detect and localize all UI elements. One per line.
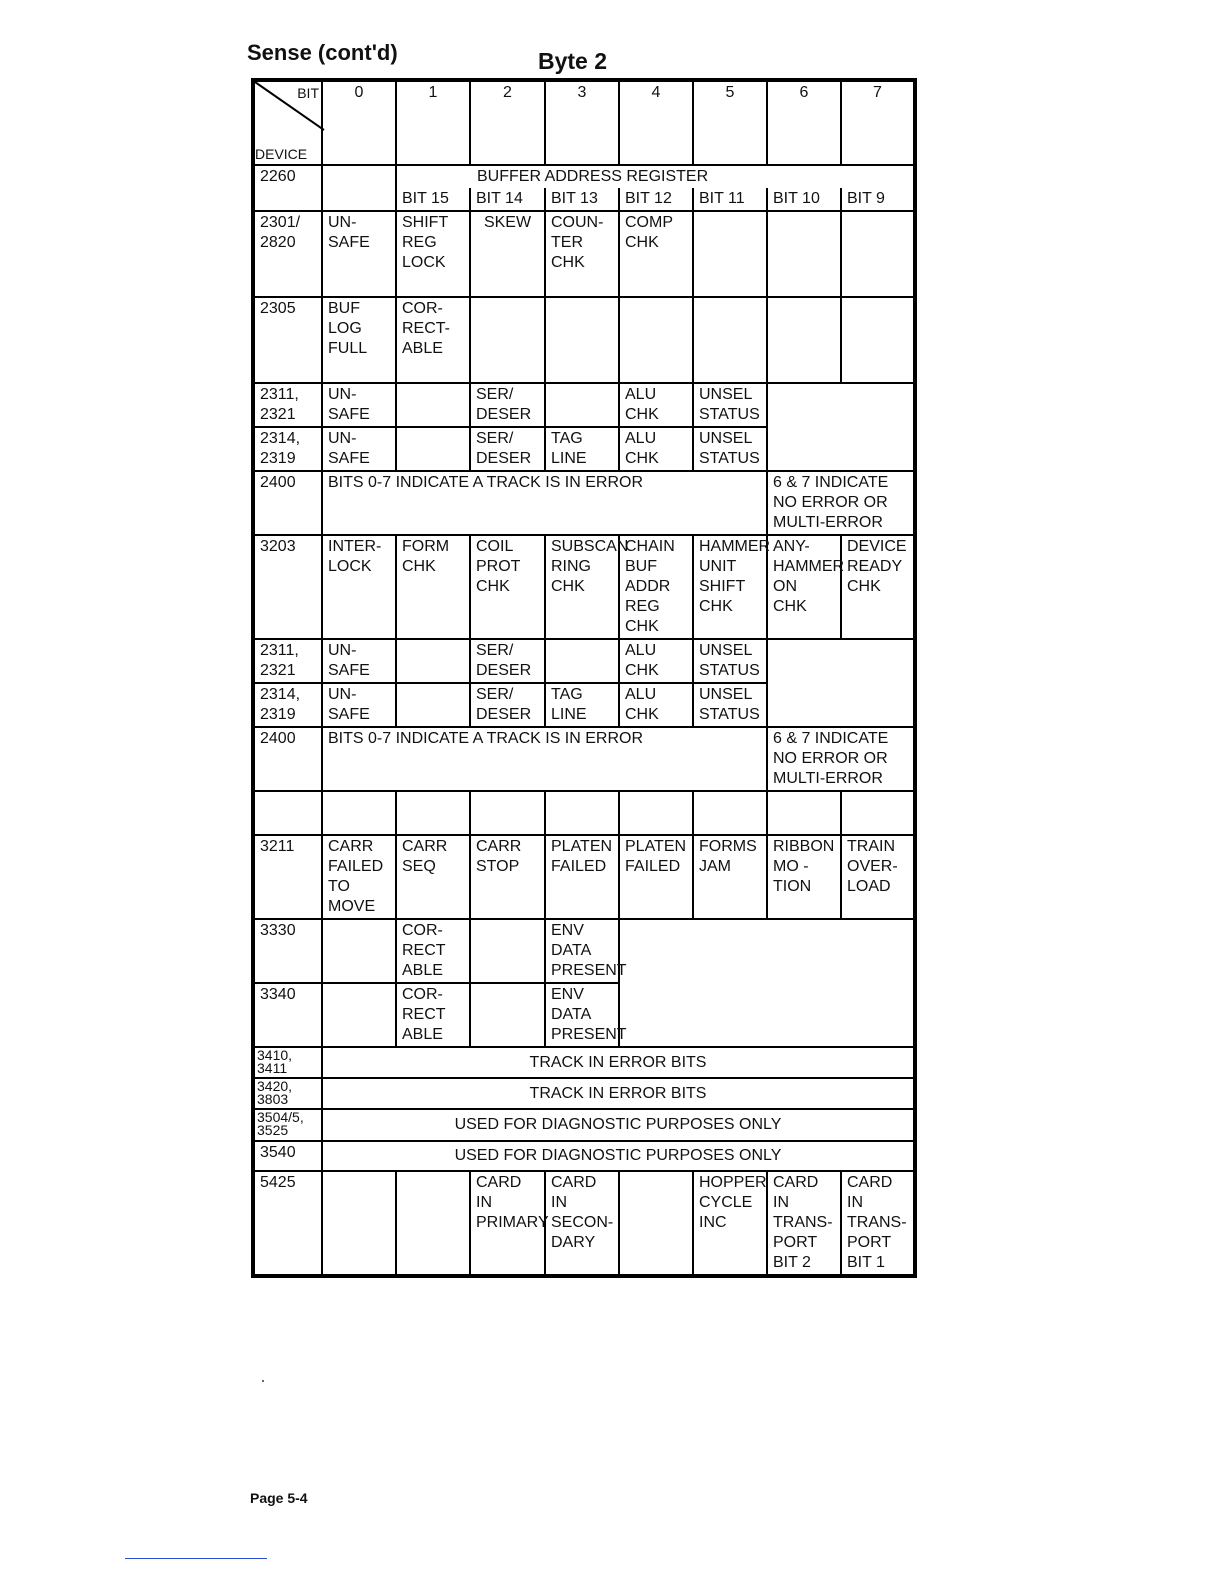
device-2400-a: 2400 xyxy=(253,471,322,535)
cell-2311b-bit3 xyxy=(545,639,619,683)
cell-2260-bit0 xyxy=(322,165,396,211)
cell-3203-bit2: COIL PROT CHK xyxy=(470,535,545,639)
device-2305: 2305 xyxy=(253,297,322,383)
cell-3340-bit1: COR- RECT ABLE xyxy=(396,983,470,1047)
cell-2301-bit5 xyxy=(693,211,767,297)
bit-header-7: 7 xyxy=(841,80,915,165)
table-row-5425 xyxy=(253,1171,915,1276)
cell-5425-bit1 xyxy=(396,1171,470,1276)
corner-device-label: DEVICE xyxy=(255,146,308,162)
table-row-2305 xyxy=(253,297,915,383)
cell-3211-bit0: CARR FAILED TO MOVE xyxy=(322,835,396,919)
device-2301-2820: 2301/ 2820 xyxy=(253,211,322,297)
device-2260: 2260 xyxy=(253,165,322,211)
bit-device-corner xyxy=(253,80,322,165)
scan-speck xyxy=(262,1380,264,1382)
cell-5425-bit3: CARD IN SECON- DARY xyxy=(545,1171,619,1276)
cell-2260-bit4: BIT 12 xyxy=(619,188,693,211)
cell-2305-bit3 xyxy=(545,297,619,383)
corner-bit-label: BIT xyxy=(297,85,319,101)
cell-2400b-note: 6 & 7 INDICATE NO ERROR OR MULTI-ERROR xyxy=(767,727,915,791)
bit-header-5: 5 xyxy=(693,80,767,165)
table-row-2311-b xyxy=(253,639,915,683)
cell-2301-bit2: SKEW xyxy=(470,211,545,297)
cell-2311b-blank xyxy=(767,639,915,727)
device-3330: 3330 xyxy=(253,919,322,983)
cell-3504-diagnostic: USED FOR DIAGNOSTIC PURPOSES ONLY xyxy=(322,1109,915,1141)
device-3540: 3540 xyxy=(253,1141,322,1171)
device-2311-2321-a: 2311, 2321 xyxy=(253,383,322,427)
empty-cell-bit6 xyxy=(767,791,841,835)
cell-3330-bit1: COR- RECT ABLE xyxy=(396,919,470,983)
cell-3420-track-error: TRACK IN ERROR BITS xyxy=(322,1078,915,1109)
cell-3203-bit7: DEVICE READY CHK xyxy=(841,535,915,639)
cell-3203-bit4: CHAIN BUF ADDR REG CHK xyxy=(619,535,693,639)
cell-3203-bit3: SUBSCAN RING CHK xyxy=(545,535,619,639)
cell-3330-bit3: ENV DATA PRESENT xyxy=(545,919,619,983)
device-2400-b: 2400 xyxy=(253,727,322,791)
cell-2260-bit5: BIT 11 xyxy=(693,188,767,211)
cell-2314a-bit3: TAG LINE xyxy=(545,427,619,471)
cell-2311b-bit4: ALU CHK xyxy=(619,639,693,683)
table-row-2260-title xyxy=(253,165,915,188)
cell-3211-bit7: TRAIN OVER- LOAD xyxy=(841,835,915,919)
cell-5425-bit2: CARD IN PRIMARY xyxy=(470,1171,545,1276)
cell-2314b-bit0: UN- SAFE xyxy=(322,683,396,727)
cell-3330-bit0 xyxy=(322,919,396,983)
table-row-3211 xyxy=(253,835,915,919)
cell-2400a-track-error: BITS 0-7 INDICATE A TRACK IS IN ERROR xyxy=(322,471,767,535)
device-3504-3525: 3504/5, 3525 xyxy=(253,1109,322,1141)
cell-2311a-bit2: SER/ DESER xyxy=(470,383,545,427)
bit-header-3: 3 xyxy=(545,80,619,165)
cell-2311a-bit0: UN- SAFE xyxy=(322,383,396,427)
cell-2301-bit6 xyxy=(767,211,841,297)
bit-header-0: 0 xyxy=(322,80,396,165)
cell-2314a-bit4: ALU CHK xyxy=(619,427,693,471)
cell-2311b-bit2: SER/ DESER xyxy=(470,639,545,683)
cell-2311a-bit1 xyxy=(396,383,470,427)
cell-2311b-bit1 xyxy=(396,639,470,683)
cell-3340-bit0 xyxy=(322,983,396,1047)
cell-2301-bit1: SHIFT REG LOCK xyxy=(396,211,470,297)
table-row-2301 xyxy=(253,211,915,297)
cell-3330-bit2 xyxy=(470,919,545,983)
page-number: Page 5-4 xyxy=(250,1490,308,1506)
sense-byte2-table xyxy=(251,78,917,1278)
cell-2305-bit1: COR- RECT- ABLE xyxy=(396,297,470,383)
device-3211: 3211 xyxy=(253,835,322,919)
cell-3340-bit3: ENV DATA PRESENT xyxy=(545,983,619,1047)
empty-cell-bit2 xyxy=(470,791,545,835)
cell-2314a-bit5: UNSEL STATUS xyxy=(693,427,767,471)
cell-2314b-bit1 xyxy=(396,683,470,727)
cell-2260-bit3: BIT 13 xyxy=(545,188,619,211)
cell-2301-bit7 xyxy=(841,211,915,297)
buffer-address-register-title: BUFFER ADDRESS REGISTER xyxy=(396,165,915,188)
footnote-rule xyxy=(125,1558,267,1559)
empty-cell-bit4 xyxy=(619,791,693,835)
cell-3211-bit5: FORMS JAM xyxy=(693,835,767,919)
cell-3340-bit2 xyxy=(470,983,545,1047)
table-row-2311-a xyxy=(253,383,915,427)
table-row-2400-a xyxy=(253,471,915,535)
device-2314-2319-b: 2314, 2319 xyxy=(253,683,322,727)
cell-5425-bit4 xyxy=(619,1171,693,1276)
cell-3203-bit6: ANY- HAMMER ON CHK xyxy=(767,535,841,639)
bit-header-6: 6 xyxy=(767,80,841,165)
device-2314-2319-a: 2314, 2319 xyxy=(253,427,322,471)
empty-cell-bit3 xyxy=(545,791,619,835)
device-3203: 3203 xyxy=(253,535,322,639)
cell-3410-track-error: TRACK IN ERROR BITS xyxy=(322,1047,915,1078)
section-title: Sense (cont'd) xyxy=(247,40,398,65)
cell-2314a-bit0: UN- SAFE xyxy=(322,427,396,471)
cell-2314b-bit2: SER/ DESER xyxy=(470,683,545,727)
cell-3203-bit0: INTER- LOCK xyxy=(322,535,396,639)
cell-2260-bit1: BIT 15 xyxy=(396,188,470,211)
cell-2301-bit0: UN- SAFE xyxy=(322,211,396,297)
cell-5425-bit5: HOPPER CYCLE INC xyxy=(693,1171,767,1276)
bit-header-4: 4 xyxy=(619,80,693,165)
table-row-empty xyxy=(253,791,915,835)
cell-3540-diagnostic: USED FOR DIAGNOSTIC PURPOSES ONLY xyxy=(322,1141,915,1171)
cell-3211-bit4: PLATEN FAILED xyxy=(619,835,693,919)
cell-2305-bit5 xyxy=(693,297,767,383)
table-row-3504 xyxy=(253,1109,915,1141)
table-row-3203 xyxy=(253,535,915,639)
cell-2301-bit3: COUN- TER CHK xyxy=(545,211,619,297)
cell-5425-bit7: CARD IN TRANS- PORT BIT 1 xyxy=(841,1171,915,1276)
table-row-3330 xyxy=(253,919,915,983)
cell-2311b-bit5: UNSEL STATUS xyxy=(693,639,767,683)
table-row-3540 xyxy=(253,1141,915,1171)
device-2311-2321-b: 2311, 2321 xyxy=(253,639,322,683)
cell-5425-bit0 xyxy=(322,1171,396,1276)
cell-2305-bit4 xyxy=(619,297,693,383)
cell-2301-bit4: COMP CHK xyxy=(619,211,693,297)
table-row-3420 xyxy=(253,1078,915,1109)
byte-title: Byte 2 xyxy=(538,48,608,74)
empty-cell-bit7 xyxy=(841,791,915,835)
cell-2311a-bit3 xyxy=(545,383,619,427)
empty-cell-bit5 xyxy=(693,791,767,835)
device-5425: 5425 xyxy=(253,1171,322,1276)
empty-cell-bit1 xyxy=(396,791,470,835)
cell-5425-bit6: CARD IN TRANS- PORT BIT 2 xyxy=(767,1171,841,1276)
cell-2314a-bit1 xyxy=(396,427,470,471)
bit-header-1: 1 xyxy=(396,80,470,165)
cell-2314b-bit3: TAG LINE xyxy=(545,683,619,727)
cell-2311b-bit0: UN- SAFE xyxy=(322,639,396,683)
cell-3203-bit1: FORM CHK xyxy=(396,535,470,639)
device-3340: 3340 xyxy=(253,983,322,1047)
cell-2314a-bit2: SER/ DESER xyxy=(470,427,545,471)
cell-2260-bit2: BIT 14 xyxy=(470,188,545,211)
cell-3211-bit3: PLATEN FAILED xyxy=(545,835,619,919)
empty-cell-device xyxy=(253,791,322,835)
cell-2314b-bit5: UNSEL STATUS xyxy=(693,683,767,727)
cell-2260-bit6: BIT 10 xyxy=(767,188,841,211)
table-row-3410 xyxy=(253,1047,915,1078)
cell-3203-bit5: HAMMER UNIT SHIFT CHK xyxy=(693,535,767,639)
cell-2311a-bit4: ALU CHK xyxy=(619,383,693,427)
bit-header-2: 2 xyxy=(470,80,545,165)
device-3410-3411: 3410, 3411 xyxy=(253,1047,322,1078)
device-3420-3803: 3420, 3803 xyxy=(253,1078,322,1109)
cell-2400b-track-error: BITS 0-7 INDICATE A TRACK IS IN ERROR xyxy=(322,727,767,791)
cell-2305-bit6 xyxy=(767,297,841,383)
cell-2305-bit2 xyxy=(470,297,545,383)
table-row-2400-b xyxy=(253,727,915,791)
cell-3211-bit2: CARR STOP xyxy=(470,835,545,919)
cell-2400a-note: 6 & 7 INDICATE NO ERROR OR MULTI-ERROR xyxy=(767,471,915,535)
cell-3211-bit1: CARR SEQ xyxy=(396,835,470,919)
cell-2311a-bit5: UNSEL STATUS xyxy=(693,383,767,427)
cell-3330-3340-blank xyxy=(619,919,915,1047)
cell-3211-bit6: RIBBON MO - TION xyxy=(767,835,841,919)
cell-2260-bit7: BIT 9 xyxy=(841,188,915,211)
empty-cell-bit0 xyxy=(322,791,396,835)
cell-2305-bit0: BUF LOG FULL xyxy=(322,297,396,383)
header-row xyxy=(253,80,915,165)
cell-2305-bit7 xyxy=(841,297,915,383)
cell-2314b-bit4: ALU CHK xyxy=(619,683,693,727)
cell-2311a-blank xyxy=(767,383,915,471)
